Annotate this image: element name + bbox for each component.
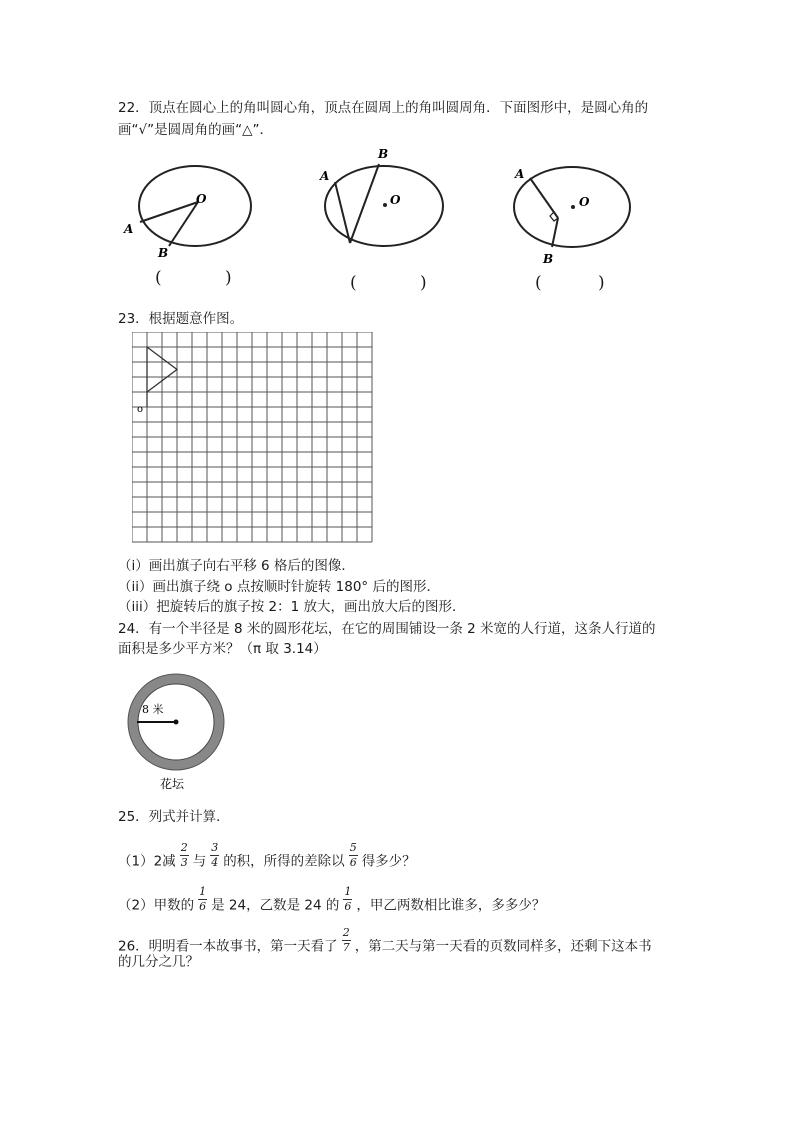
point-o-label: o <box>137 404 144 415</box>
q25-p2-text-a: （2）甲数的 <box>118 897 195 914</box>
fraction-2-3: $\frac{2}{3}$ <box>180 841 188 869</box>
q24-line2: 面积是多少平方米？（π 取 3.14） <box>118 641 327 657</box>
q25-title: 25．列式并计算． <box>118 809 230 825</box>
q25-p2-text-c: ，甲乙两数相比谁多，多多少？ <box>356 897 546 914</box>
fraction-2-7: $\frac{2}{7}$ <box>342 926 350 954</box>
answer-paren-3-close: ) <box>598 273 605 293</box>
q26-text-b: ，第二天与第一天看的页数同样多，还剩下这本书 <box>354 938 652 955</box>
answer-paren-1-close: ) <box>225 268 232 288</box>
radius-ob <box>169 202 198 246</box>
center-dot <box>571 205 575 209</box>
label-b: B <box>378 147 389 161</box>
q24-line1: 24．有一个半径是 8 米的圆形花坛，在它的周围铺设一条 2 米宽的人行道，这条人行道的 <box>118 621 656 637</box>
answer-paren-1-open: ( <box>155 268 162 288</box>
fraction-1-6-a: $\frac{1}{6}$ <box>199 885 207 913</box>
answer-paren-2-close: ) <box>420 273 427 293</box>
q25-p2-text-b: 是 24，乙数是 24 的 <box>211 897 340 914</box>
q23-item3: （iii）把旋转后的旗子按 2：1 放大，画出放大后的图形． <box>118 599 466 615</box>
fraction-3-4: $\frac{3}{4}$ <box>211 841 219 869</box>
radius-oa <box>140 202 198 222</box>
q25-p1-text-c: 的积，所得的差除以 <box>223 853 345 870</box>
q23-title: 23．根据题意作图。 <box>118 311 244 327</box>
label-o: O <box>390 193 401 207</box>
fraction-1-6-b: $\frac{1}{6}$ <box>344 885 352 913</box>
flowerbed-label: 花坛 <box>160 777 185 791</box>
q22-figure-1 <box>120 160 260 260</box>
answer-paren-3-open: ( <box>535 273 542 293</box>
q22-line1: 22．顶点在圆心上的角叫圆心角，顶点在圆周上的角叫圆周角．下面图形中，是圆心角的 <box>118 100 649 116</box>
q25-p1-text-a: （1）2减 <box>118 853 176 870</box>
label-b: B <box>158 246 169 260</box>
q22-figure-2 <box>310 142 460 252</box>
q22-line2: 画“√”是圆周角的画“△”． <box>118 122 273 138</box>
answer-paren-2-open: ( <box>350 273 357 293</box>
q23-item2: （ii）画出旗子绕 o 点按顺时针旋转 180° 后的图形． <box>118 579 440 595</box>
center-dot <box>383 203 387 207</box>
label-a: A <box>515 167 525 181</box>
center-dot <box>174 720 179 725</box>
q25-p1-text-b: 与 <box>192 853 207 870</box>
chord-b <box>350 164 379 243</box>
label-o: O <box>196 192 207 206</box>
q23-grid-figure <box>132 332 374 546</box>
chord-b <box>552 218 558 247</box>
fraction-5-6: $\frac{5}{6}$ <box>349 841 357 869</box>
q26-line2: 的几分之几？ <box>118 954 199 970</box>
label-a: A <box>320 169 330 183</box>
q25-part1 <box>118 841 416 875</box>
q25-p1-text-d: 得多少？ <box>361 853 416 870</box>
label-a: A <box>124 222 134 236</box>
q22-figure-3 <box>505 160 640 270</box>
label-o: O <box>579 195 590 209</box>
q26-text-a: 26．明明看一本故事书，第一天看了 <box>118 938 338 955</box>
q23-item1: （i）画出旗子向右平移 6 格后的图像． <box>118 558 355 574</box>
radius-label: 8 米 <box>142 703 164 716</box>
q25-part2 <box>118 885 546 919</box>
q24-flowerbed-figure <box>120 670 245 800</box>
label-b: B <box>543 252 554 266</box>
